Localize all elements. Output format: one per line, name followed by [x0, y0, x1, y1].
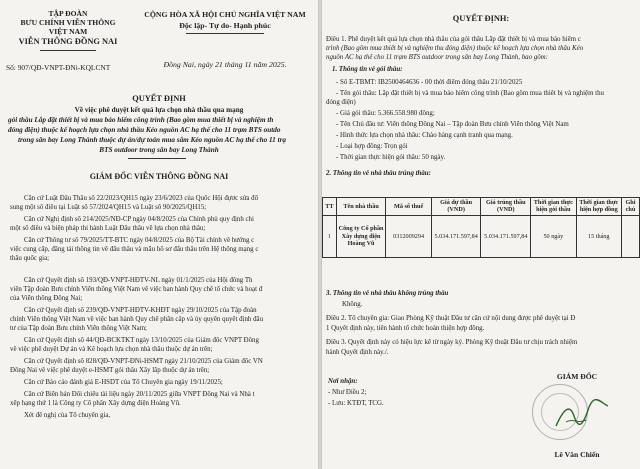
article-2-line: 1 Quyết định này, tiến hành tổ chức hoàn thiện hợp đồng.	[326, 325, 485, 332]
signature-icon	[552, 398, 612, 434]
package-info-line: - Loại hợp đồng: Trọn gói	[336, 143, 408, 150]
section-1-heading: 1. Thông tin về gói thầu:	[332, 66, 403, 73]
decision-heading: QUYẾT ĐỊNH	[132, 94, 186, 103]
table-row	[323, 215, 640, 257]
org-name: VIỄN THÔNG ĐỒNG NAI	[18, 37, 118, 46]
document-page-left	[0, 0, 318, 469]
table-cell: 5.034.171.597,84	[431, 215, 481, 257]
package-info-line: - Tên gói thầu: Lắp đặt thiết bị và mua bảo hiểm công trình (Bao gồm mua thiết bị và nghiệm thu	[336, 90, 604, 97]
legal-basis-line: Căn cứ Biên bản Đối chiếu tài liệu ngày 20/11/2025 giữa VNPT Đồng Nai và Nhà t	[24, 391, 255, 398]
table-header-cell: Giá trúng thầu (VND)	[481, 198, 531, 216]
article-1-line: nguồn AC hạ thế cho 11 trạm BTS outdoor trong sân bay Long Thành, bao gồm:	[326, 54, 548, 61]
org-line-2: BƯU CHÍNH VIỄN THÔNG	[20, 18, 116, 27]
document-page-right	[322, 0, 640, 469]
package-info-line: - Tên Chủ đầu tư: Viễn thông Đồng Nai – Tập đoàn Bưu chính Viễn thông Việt Nam	[336, 121, 569, 128]
org-line-1: TẬP ĐOÀN	[48, 9, 88, 18]
legal-basis-line: về việc phê duyệt Dự án và Kế hoạch lựa chọn nhà thầu thuộc dự án trên;	[10, 346, 213, 353]
table-cell: Công ty Cổ phần Xây dựng điện Hoàng Vũ	[336, 215, 386, 257]
table-cell: 50 ngày	[531, 215, 576, 257]
table-cell: 1	[323, 215, 337, 257]
recipients-label: Nơi nhận:	[328, 378, 358, 385]
legal-basis-line: Đồng Nai về việc phê duyệt e-HSMT gói thầu Xây lắp thuộc dự án trên;	[10, 367, 210, 374]
table-header-cell: Thời gian thực hiện hợp đồng	[576, 198, 621, 216]
legal-basis-line: Căn cứ Báo cáo đánh giá E-HSDT của Tổ Chuyên gia ngày 19/11/2025;	[24, 379, 223, 386]
signature-title: GIÁM ĐỐC	[556, 372, 598, 381]
table-header-cell: Giá dự thầu (VND)	[431, 198, 481, 216]
decision-subject-5: BTS outdoor trong sân bay Long Thành	[99, 146, 219, 154]
legal-basis-line: thầu quốc gia;	[10, 255, 50, 262]
org-line-3: VIỆT NAM	[48, 27, 88, 36]
legal-basis-line: xếp hạng thứ 1 là Công ty Cổ phần Xây dựng điện Hoàng Vũ.	[10, 400, 181, 407]
article-2-line: Điều 2. Tổ chuyên gia: Giao Phòng Kỹ thuật Đầu tư căn cứ nội dung được phê duyệt tại Đ	[326, 315, 576, 322]
table-header-row	[323, 198, 640, 216]
package-info-line: - Hình thức lựa chọn nhà thầu: Chào hàng cạnh tranh qua mạng.	[336, 132, 513, 139]
recipient-item: - Lưu: KTĐT, TCG.	[328, 400, 384, 407]
legal-basis-line: Căn cứ Quyết định số 828/QĐ-VNPT-ĐNi-HSMT ngày 21/10/2025 của Giám đốc VN	[24, 358, 263, 365]
decision-subject-1: Về việc phê duyệt kết quả lựa chọn nhà thầu qua mạng	[74, 106, 244, 114]
package-info-line: - Giá gói thầu: 5.366.558.980 đồng;	[336, 110, 435, 117]
table-header-cell: Thời gian thực hiện gói thầu	[531, 198, 576, 216]
package-info-line: đóng điện)	[326, 99, 356, 106]
table-cell: 0312009294	[386, 215, 431, 257]
legal-basis-line: viên Tập đoàn Bưu chính Viễn thông Việt Nam về việc ban hành Quy chế tổ chức và hoạt đ	[10, 286, 263, 293]
decision-subject-2: gói thầu Lắp đặt thiết bị và mua bảo hiểm công trình (Bao gồm mua thiết bị và nghiệm th	[8, 116, 274, 124]
legal-basis-line: một số điều và biện pháp thi hành Luật Đấu thầu về lựa chọn nhà thầu;	[10, 225, 206, 232]
legal-basis-line: Căn cứ Quyết định số 44/QĐ-BCKTKT ngày 13/10/2025 của Giám đốc VNPT Đồng	[24, 337, 259, 344]
package-info-line: - Thời gian thực hiện gói thầu: 50 ngày.	[336, 154, 446, 161]
section-3-value: Không.	[342, 301, 363, 308]
article-3-line: Điều 3. Quyết định này có hiệu lực kể từ ngày ký. Phòng Kỹ thuật Đầu tư chịu trách nhiệm	[326, 339, 578, 346]
legal-basis-line: việc cung cấp, đăng tải thông tin về đấu thầu và mẫu hồ sơ đấu thầu trên Hệ thống mạng c	[10, 246, 259, 253]
table-cell	[621, 215, 639, 257]
legal-basis-line: chính Viễn thông Việt Nam về việc ban hành Quy chế phân cấp và ủy quyền quyết định đầu	[10, 316, 264, 323]
legal-basis-line: Căn cứ Thông tư số 79/2025/TT-BTC ngày 04/8/2025 của Bộ Tài chính về hướng c	[24, 237, 255, 244]
section-3-heading: 3. Thông tin về nhà thầu không trúng thầu	[326, 290, 449, 297]
legal-basis-line: Căn cứ Nghị định số 214/2025/NĐ-CP ngày 04/8/2025 của Chính phủ quy định chi	[24, 216, 254, 223]
subject-underline	[128, 158, 186, 159]
package-info-line: - Số E-TBMT: IB2500464636 - 00 thời điểm đóng thầu 21/10/2025	[336, 79, 523, 86]
director-title: GIÁM ĐỐC VIỄN THÔNG ĐỒNG NAI	[89, 172, 229, 181]
national-title: CỘNG HÒA XÃ HỘI CHỦ NGHĨA VIỆT NAM	[144, 10, 306, 19]
winning-bidder-table	[322, 197, 640, 258]
article-1-line: Điều 1. Phê duyệt kết quả lựa chọn nhà thầu của gói thầu Lắp đặt thiết bị và mua bảo hiểm c	[326, 36, 581, 43]
recipient-item: - Như Điều 2;	[328, 389, 367, 396]
national-motto: Độc lập- Tự do- Hạnh phúc	[179, 21, 271, 30]
legal-basis-line: của Viễn thông Đồng Nai;	[10, 295, 83, 302]
section-2-heading: 2. Thông tin về nhà thầu trúng thầu:	[326, 170, 431, 177]
article-1-line: trình (Bao gồm mua thiết bị và nghiệm thu đóng điện) thuộc kế hoạch lựa chọn nhà thầu Kéo	[326, 45, 584, 52]
table-header-cell: Mã số thuế	[386, 198, 431, 216]
table-cell: 15 tháng	[576, 215, 621, 257]
table-header-cell: Tên nhà thầu	[336, 198, 386, 216]
place-date: Đồng Nai, ngày 21 tháng 11 năm 2025.	[163, 60, 287, 69]
legal-basis-line: Căn cứ Quyết định số 193/QĐ-VNPT-HĐTV-NL ngày 01/1/2025 của Hội đồng Th	[24, 277, 253, 284]
legal-basis-line: Căn cứ Luật Đấu Thầu số 22/2023/QH15 ngày 23/6/2023 của Quốc Hội đựơc sửa đổ	[24, 195, 259, 202]
legal-basis-line: Căn cứ Quyết định số 239/QĐ-VNPT-HĐTV-KHĐT ngày 29/10/2025 của Tập đoàn	[24, 307, 257, 314]
motto-underline	[186, 33, 264, 34]
table-cell: 5.034.171.597,84	[481, 215, 531, 257]
decision-heading-right: QUYẾT ĐỊNH:	[452, 14, 510, 23]
signer-name: Lê Văn Chiến	[554, 450, 600, 459]
decision-subject-3: đóng điện) thuộc kế hoạch lựa chọn nhà thầu Kéo nguồn AC hạ thế cho 11 trạm BTS outdo	[8, 126, 281, 134]
legal-basis-line: tư của Tập đoàn Bưu chính Viễn thông Việt Nam;	[10, 325, 147, 332]
table-header-cell: Ghi chú	[621, 198, 639, 216]
article-3-line: hành Quyết định này./.	[326, 349, 389, 356]
org-underline	[40, 50, 96, 51]
table-header-cell: TT	[323, 198, 337, 216]
legal-basis-line: Xét đề nghị của Tổ chuyên gia,	[24, 412, 111, 419]
decision-subject-4: trong sân bay Long Thành thuộc dự án/dự toán mua sắm Kéo nguồn AC hạ thế cho 11 trạ	[18, 136, 286, 144]
legal-basis-line: sung một số điều tại Luật số 57/2024/QH15 và Luật số 90/2025/QH15;	[10, 204, 207, 211]
document-number: Số: 907/QĐ-VNPT-ĐNi-KQLCNT	[6, 63, 111, 72]
